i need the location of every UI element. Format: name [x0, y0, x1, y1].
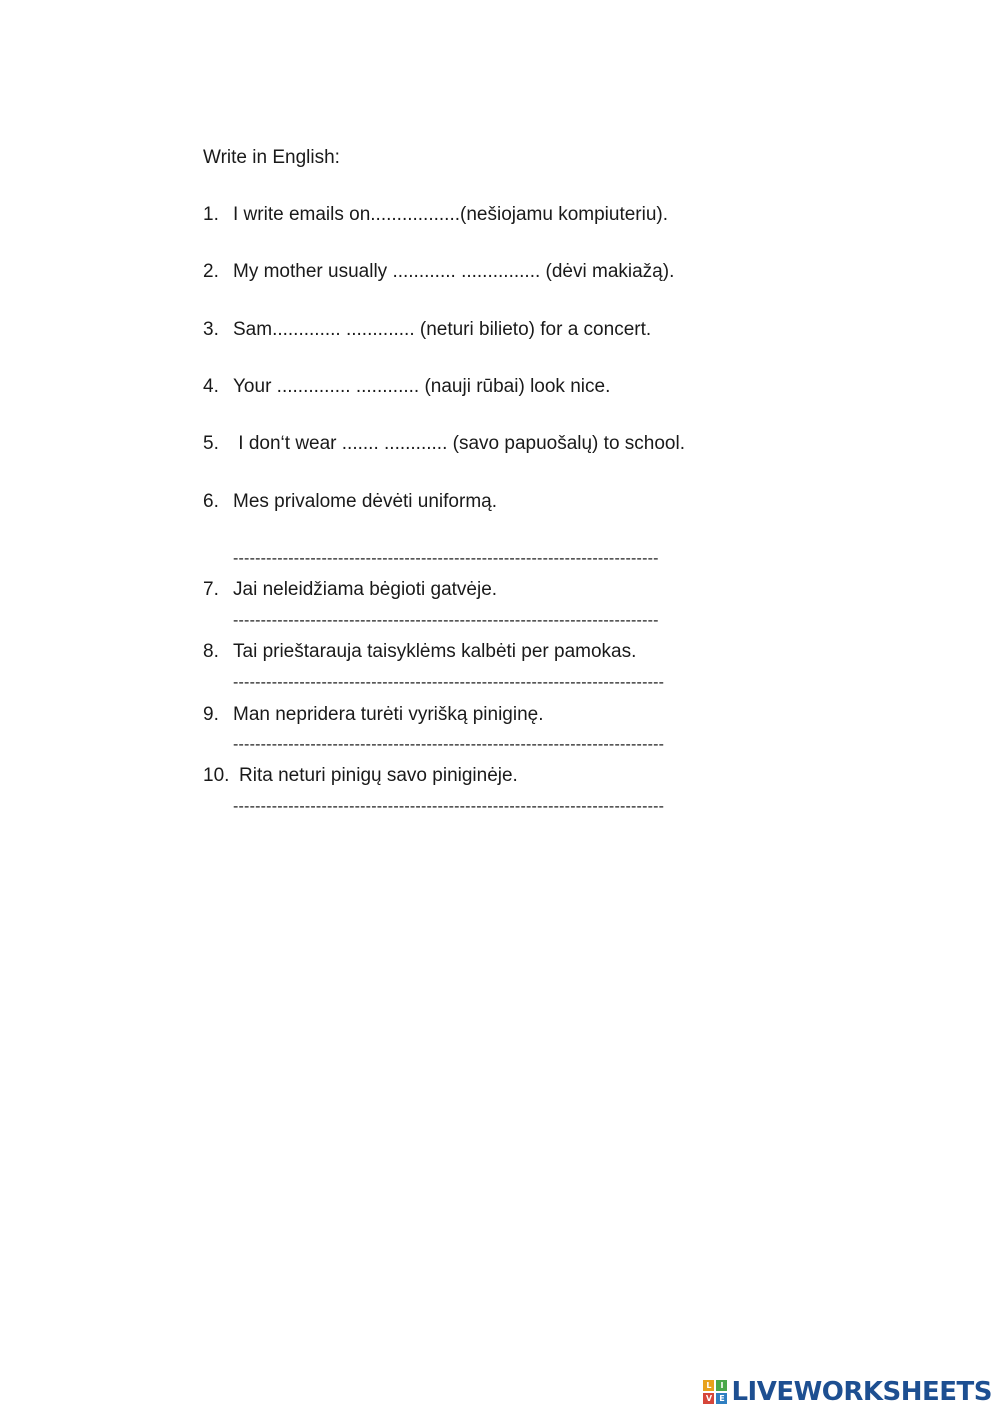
- answer-line-8[interactable]: ------------------------------------------------------------------------------: [233, 674, 665, 691]
- answer-line-6[interactable]: -----------------------------------------------------------------------------: [233, 550, 659, 567]
- item-number: 8.: [203, 641, 219, 662]
- item-number: 1.: [203, 204, 219, 225]
- item-text: I don‘t wear ....... ............ (savo papuošalų) to school.: [233, 433, 685, 454]
- item-text: Jai neleidžiama bėgioti gatvėje.: [233, 579, 498, 600]
- instruction-heading: Write in English:: [203, 147, 340, 168]
- item-text: I write emails on.................(nešiojamu kompiuteriu).: [233, 204, 669, 225]
- item-number: 4.: [203, 376, 219, 397]
- item-text: Rita neturi pinigų savo piniginėje.: [239, 765, 518, 786]
- exercise-item-5: [203, 432, 685, 456]
- answer-line-10[interactable]: ------------------------------------------------------------------------------: [233, 798, 665, 815]
- exercise-item-9: [203, 703, 544, 727]
- item-number: 7.: [203, 579, 219, 600]
- exercise-item-10: [203, 764, 518, 788]
- item-text: Mes privalome dėvėti uniformą.: [233, 491, 497, 512]
- exercise-item-1: [203, 203, 668, 227]
- exercise-item-4: [203, 375, 610, 399]
- item-text: Tai prieštarauja taisyklėms kalbėti per pamokas.: [233, 641, 637, 662]
- exercise-item-3: [203, 318, 651, 342]
- item-number: 3.: [203, 319, 219, 340]
- exercise-item-6: [203, 490, 497, 514]
- answer-line-9[interactable]: ------------------------------------------------------------------------------: [233, 736, 665, 753]
- item-number: 9.: [203, 704, 219, 725]
- liveworksheets-logo: [703, 1377, 992, 1407]
- item-text: Your .............. ............ (nauji rūbai) look nice.: [233, 376, 611, 397]
- answer-line-7[interactable]: -----------------------------------------------------------------------------: [233, 612, 659, 629]
- item-number: 2.: [203, 261, 219, 282]
- item-text: Man nepridera turėti vyrišką piniginę.: [233, 704, 544, 725]
- logo-mark-icon: [703, 1380, 727, 1404]
- item-text: My mother usually ............ ............... (dėvi makiažą).: [233, 261, 675, 282]
- exercise-item-8: [203, 640, 636, 664]
- item-number: 10.: [203, 765, 230, 786]
- item-number: 5.: [203, 433, 219, 454]
- exercise-item-7: [203, 578, 497, 602]
- logo-mark-tile: V: [703, 1393, 714, 1404]
- item-number: 6.: [203, 491, 219, 512]
- logo-mark-tile: E: [716, 1393, 727, 1404]
- logo-wordmark: LIVEWORKSHEETS: [731, 1377, 992, 1407]
- logo-mark-tile: L: [703, 1380, 714, 1391]
- logo-mark-tile: I: [716, 1380, 727, 1391]
- item-text: Sam............. ............. (neturi bilieto) for a concert.: [233, 319, 652, 340]
- exercise-item-2: [203, 260, 674, 284]
